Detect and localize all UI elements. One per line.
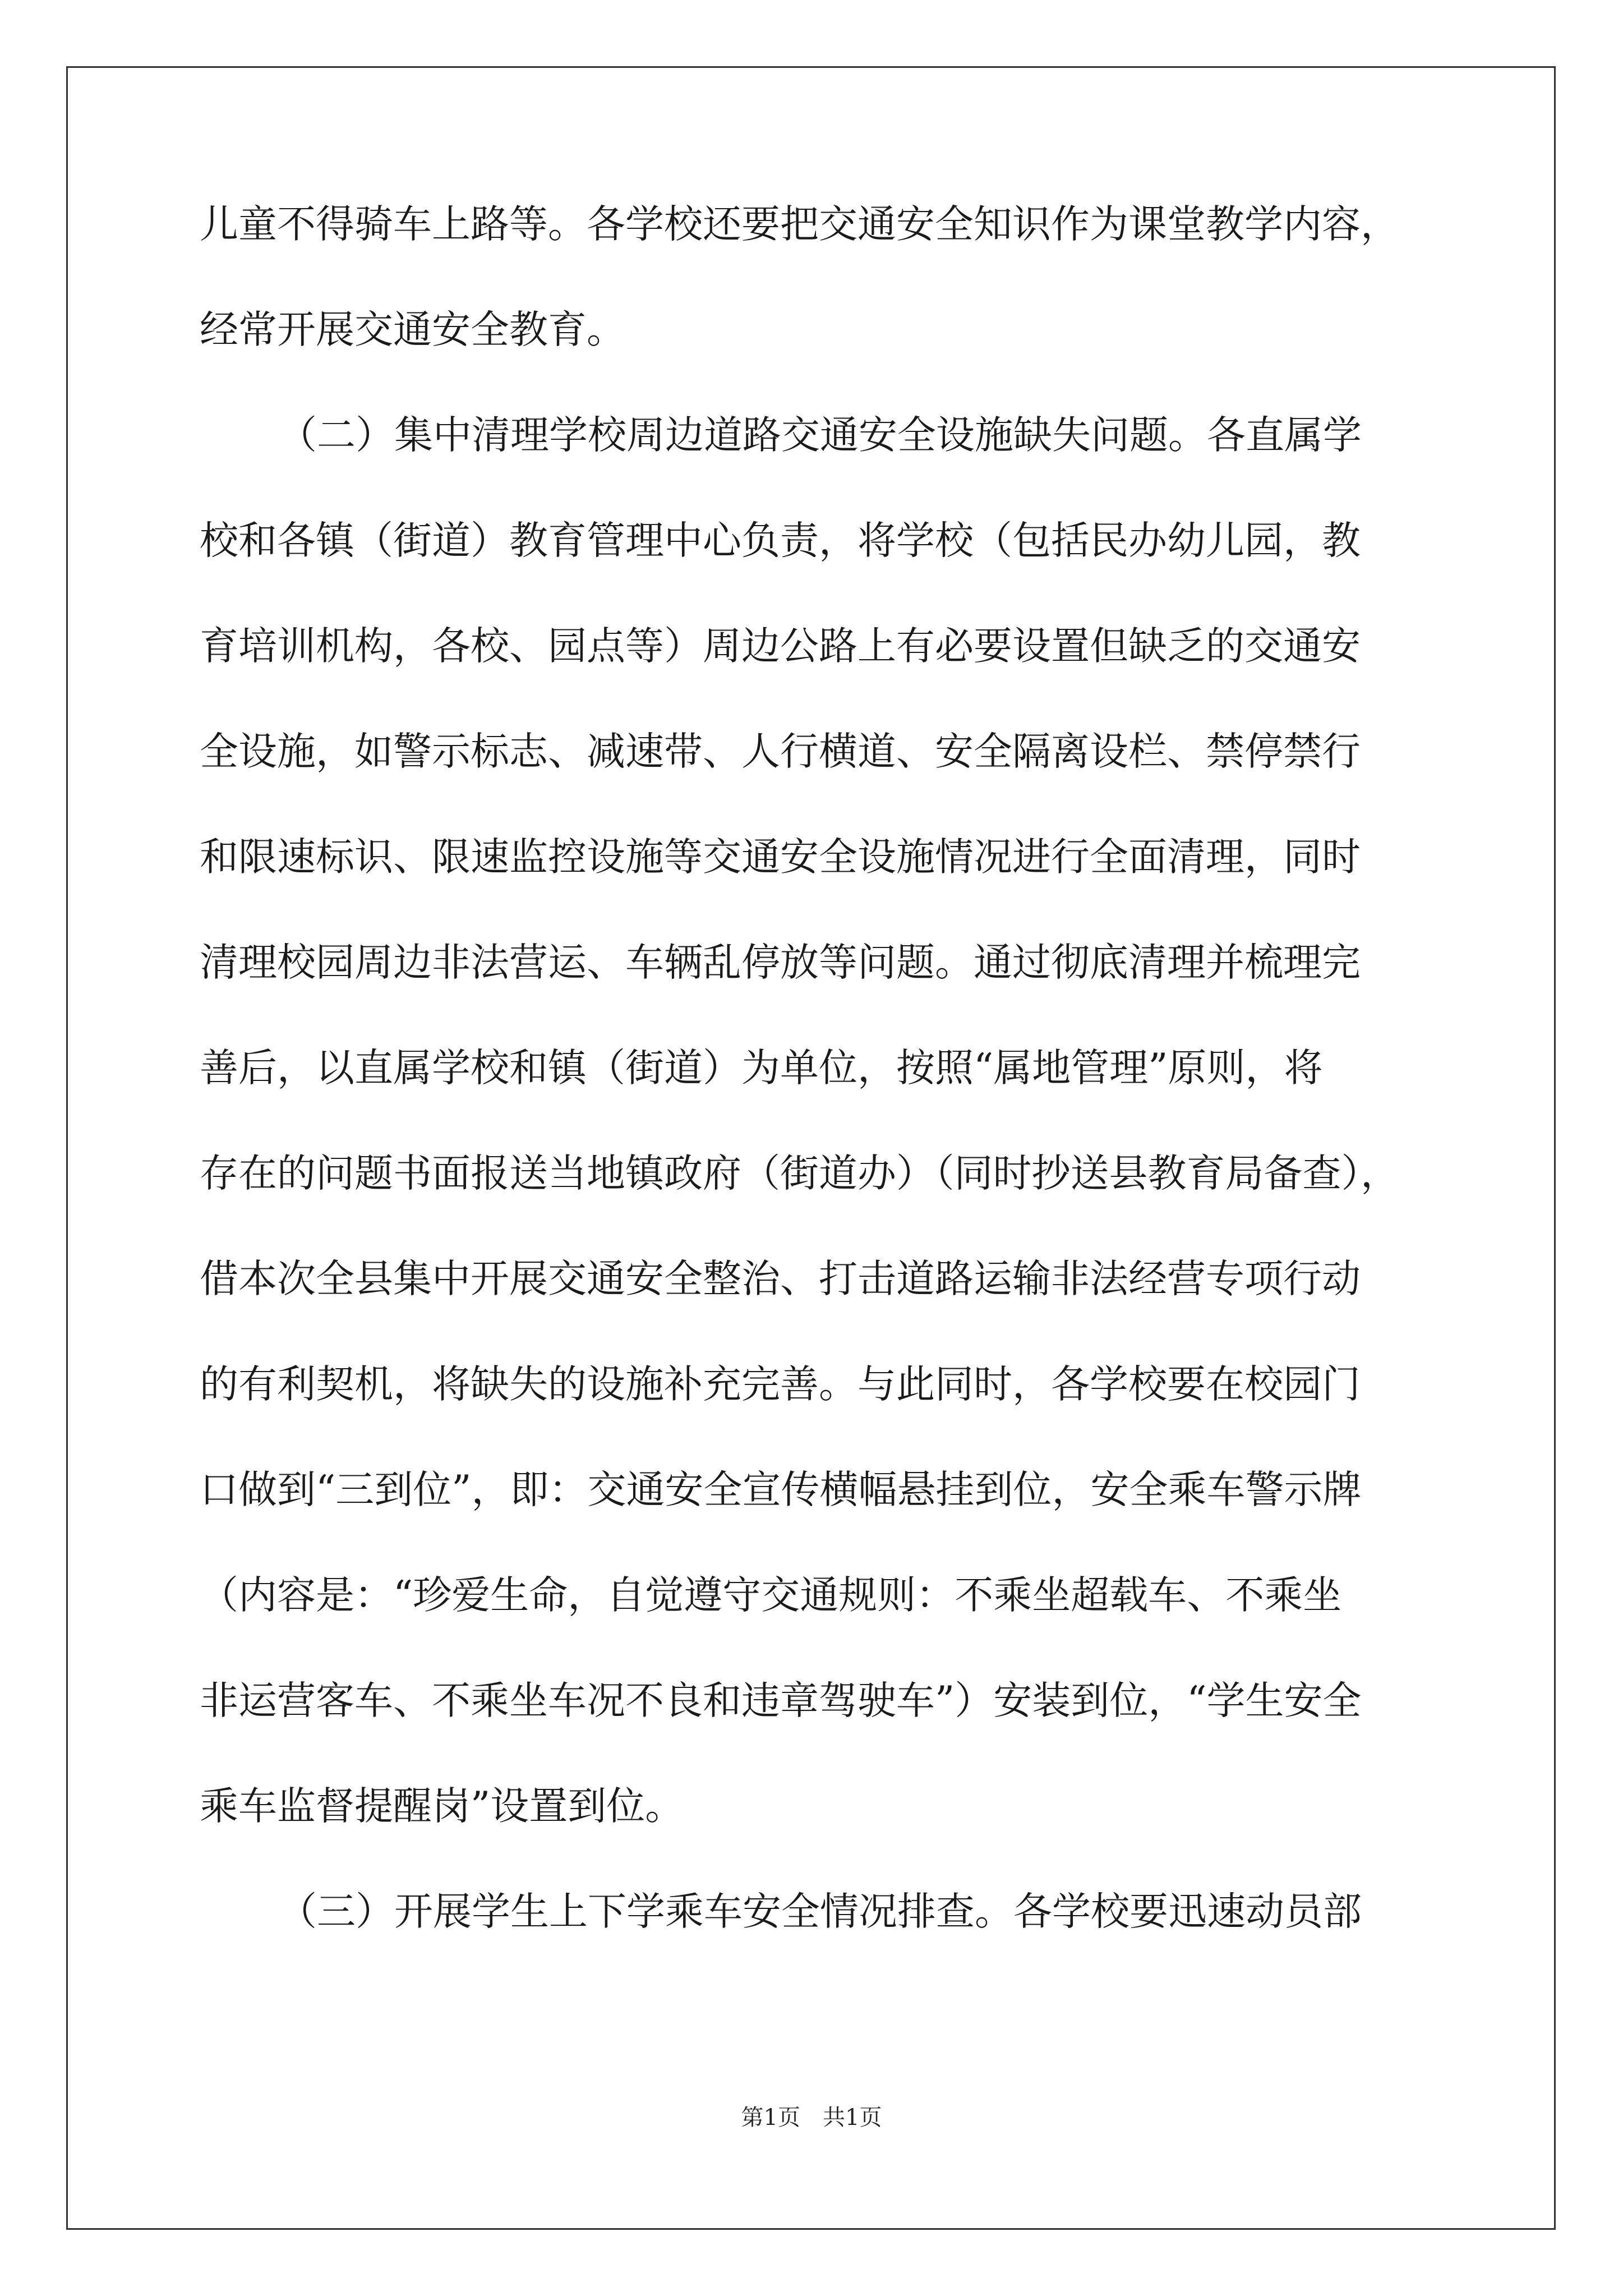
page-number: 第1页 xyxy=(741,2105,800,2131)
text-line: （内容是：“珍爱生命，自觉遵守交通规则：不乘坐超载车、不乘坐 xyxy=(200,1573,1342,1618)
text-line: 儿童不得骑车上路等。各学校还要把交通安全知识作为课堂教学内容， xyxy=(200,202,1399,247)
text-line: 借本次全县集中开展交通安全整治、打击道路运输非法经营专项行动 xyxy=(200,1257,1361,1301)
text-line: 非运营客车、不乘坐车况不良和违章驾驶车”）安装到位，“学生安全 xyxy=(200,1678,1362,1723)
page-footer xyxy=(0,2104,1623,2132)
text-line: 的有利契机，将缺失的设施补充完善。与此同时，各学校要在校园门 xyxy=(200,1362,1361,1407)
text-line: 乘车监督提醒岗”设置到位。 xyxy=(200,1784,684,1829)
paragraph-start-line: （三）开展学生上下学乘车安全情况排查。各学校要迅速动员部 xyxy=(278,1889,1362,1934)
text-line: 口做到“三到位”，即：交通安全宣传横幅悬挂到位，安全乘车警示牌 xyxy=(200,1467,1362,1512)
text-line: 全设施，如警示标志、减速带、人行横道、安全隔离设栏、禁停禁行 xyxy=(200,729,1361,774)
text-line: 善后，以直属学校和镇（街道）为单位，按照“属地管理”原则，将 xyxy=(200,1046,1323,1091)
text-line: 清理校园周边非法营运、车辆乱停放等问题。通过彻底清理并梳理完 xyxy=(200,940,1361,985)
text-line: 和限速标识、限速监控设施等交通安全设施情况进行全面清理，同时 xyxy=(200,835,1361,880)
page-total: 共1页 xyxy=(823,2105,882,2131)
text-line: 育培训机构，各校、园点等）周边公路上有必要设置但缺乏的交通安 xyxy=(200,624,1361,669)
text-line: 经常开展交通安全教育。 xyxy=(200,307,625,352)
text-line: 存在的问题书面报送当地镇政府（街道办）（同时抄送县教育局备查）， xyxy=(200,1151,1399,1196)
paragraph-start-line: （二）集中清理学校周边道路交通安全设施缺失问题。各直属学 xyxy=(278,413,1362,458)
text-line: 校和各镇（街道）教育管理中心负责，将学校（包括民办幼儿园，教 xyxy=(200,518,1361,563)
